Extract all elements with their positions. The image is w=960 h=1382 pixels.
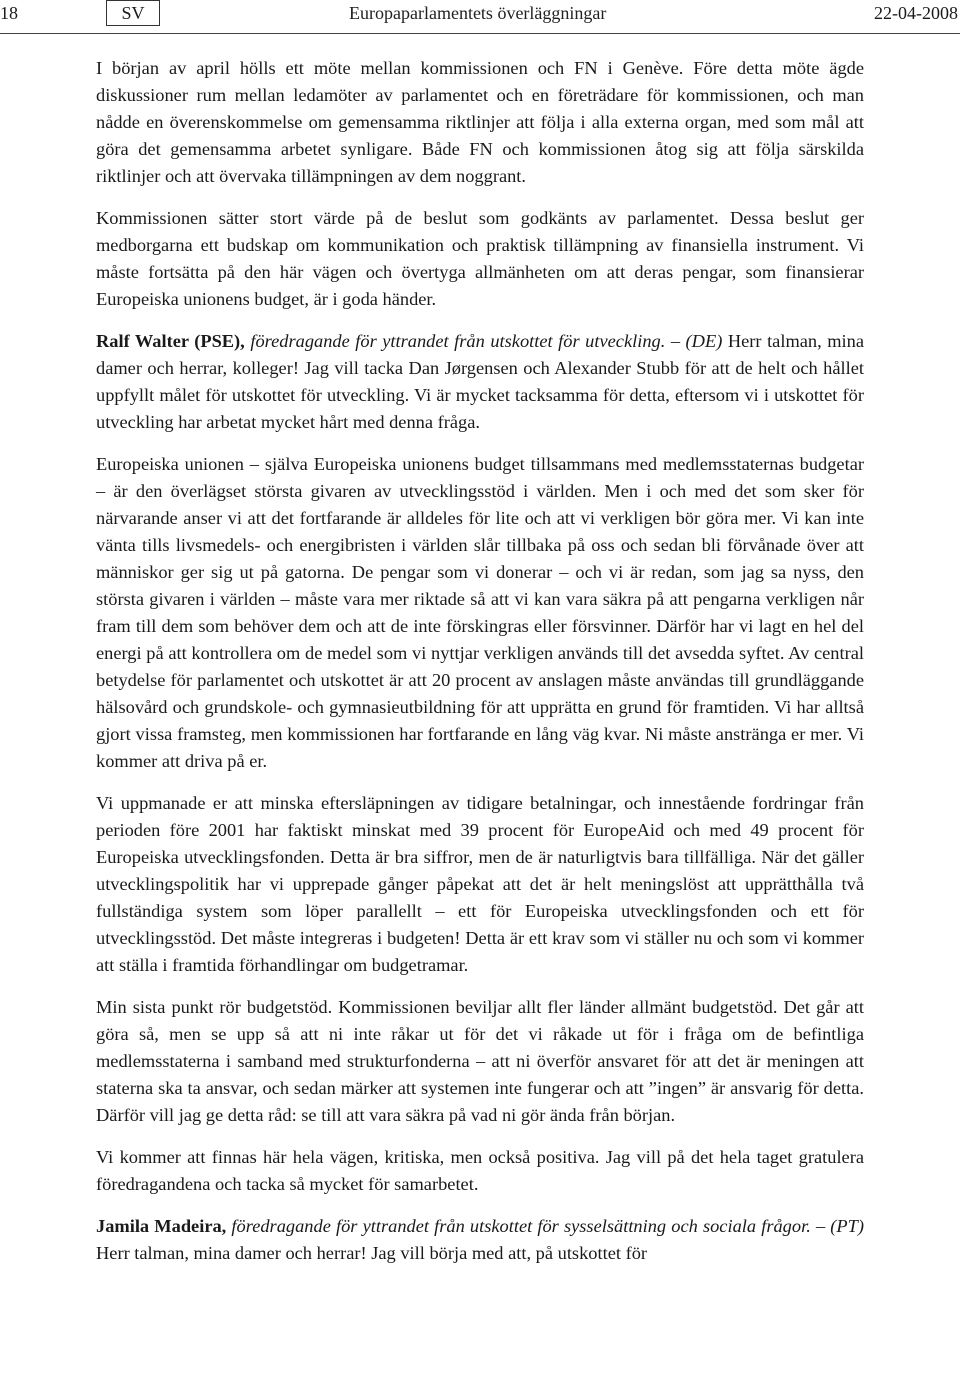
paragraph-text: Vi uppmanade er att minska eftersläpningen av tidigare betalningar, och innestående fordringar från perioden före 2001 har faktiskt minskat med 39 procent för EuropeAid och med 49 procent för Europeiska utvecklingsfonden. Detta är bra siffror, men de är naturligtvis bara tillfälliga. När det gäller utvecklingspolitik har vi upprepade gånger påpekat att det är helt meningslöst att upprätthålla två fullständiga system som löper parallellt – ett för Europeiska utvecklingsfonden och ett för utvecklingsstöd. Det måste integreras i budgeten! Detta är ett krav som vi ställer nu och som vi kommer att ställa i framtida förhandlingar om budgetramar. <box>96 793 864 975</box>
speaker-name: Jamila Madeira, <box>96 1216 227 1236</box>
paragraph-text: I början av april hölls ett möte mellan kommissionen och FN i Genève. Före detta möte ägde diskussioner rum mellan ledamöter av parlamentet och en företrädare för kommissionen, och man nådde en överenskommelse om gemensamma riktlinjer att följa i alla externa organ, med som mål att göra det gemensamma arbetet synligare. Både FN och kommissionen åtog sig att följa särskilda riktlinjer och att övervaka tillämpningen av dem noggrant. <box>96 58 864 186</box>
paragraph <box>96 790 864 979</box>
paragraph <box>96 451 864 775</box>
speech-paragraph <box>96 328 864 436</box>
page-header <box>0 0 960 30</box>
page-number: 18 <box>0 3 18 23</box>
speech-paragraph <box>96 1213 864 1267</box>
speaker-role: föredragande för yttrandet från utskottet för utveckling. <box>250 331 666 351</box>
document-date: 22-04-2008 <box>874 3 958 23</box>
paragraph-text: Vi kommer att finnas här hela vägen, kritiska, men också positiva. Jag vill på det hela taget gratulera föredragandena och tacka så mycket för samarbetet. <box>96 1147 864 1194</box>
paragraph-text: Herr talman, mina damer och herrar, kolleger! Jag vill tacka Dan Jørgensen och Alexander Stubb för att de helt och hållet uppfyllt målet för utskottet för utveckling. Vi är mycket tacksamma för detta, eftersom vi i utskottet för utveckling har arbetat mycket hårt med denna fråga. <box>96 331 864 432</box>
paragraph-text: Kommissionen sätter stort värde på de beslut som godkänts av parlamentet. Dessa beslut ger medborgarna ett budskap om kommunikation och praktisk tillämpning av finansiella instrument. Vi måste fortsätta på den här vägen och övertyga allmänheten om att deras pengar, som finansierar Europeiska unionens budget, är i goda händer. <box>96 208 864 309</box>
header-divider <box>0 33 960 34</box>
document-body <box>96 55 864 1282</box>
paragraph-text: Min sista punkt rör budgetstöd. Kommissionen beviljar allt fler länder allmänt budgetstöd. Det går att göra så, men se upp så att ni inte råkar ut för det vi råkade ut för i fråga om de befintliga medlemsstaterna i samband med strukturfonderna – att ni överför ansvaret för att det är meningen att staterna ska ta ansvar, och sedan märker att systemen inte fungerar och att ”ingen” är ansvarig för detta. Därför vill jag ge detta råd: se till att vara säkra på vad ni gör ända från början. <box>96 997 864 1125</box>
speaker-name: Ralf Walter (PSE), <box>96 331 245 351</box>
paragraph-text: Europeiska unionen – själva Europeiska unionens budget tillsammans med medlemsstaternas budgetar – är den överlägset största givaren av utvecklingsstöd i världen. Men i och med det som sker för närvarande anser vi att det fortfarande är alldeles för lite och att vi verkligen bör göra mer. Vi kan inte vänta tills livsmedels- och energibristen i världen slår tillbaka på oss och sedan bli förvånade över att människor ger sig ut på gatorna. De pengar som vi donerar – och vi är redan, som jag sa nyss, den största givaren i världen – måste vara mer riktade så att vi kan vara säkra på att pengarna verkligen når fram till dem som behöver dem och att de inte förskingras eller försvinner. Därför har vi lagt en hel del energi på att kontrollera om de medel som vi nyttjar verkligen används till det avsedda syftet. Av central betydelse för parlamentet och utskottet är att 20 procent av anslagen måste användas till grundläggande hälsovård och grundskole- och gymnasieutbildning för att upprätta en grund för framtiden. Vi har alltså gjort vissa framsteg, men kommissionen har fortfarande en lång väg kvar. Ni måste anstränga er mer. Vi kommer att driva på er. <box>96 454 864 771</box>
paragraph <box>96 994 864 1129</box>
document-title: Europaparlamentets överläggningar <box>349 3 607 23</box>
paragraph <box>96 55 864 190</box>
language-code-box: SV <box>106 0 160 26</box>
paragraph <box>96 205 864 313</box>
speech-language: – (PT) <box>815 1216 864 1236</box>
speaker-role: föredragande för yttrandet från utskottet för sysselsättning och sociala frågor. <box>231 1216 811 1236</box>
paragraph-text: Herr talman, mina damer och herrar! Jag vill börja med att, på utskottet för <box>96 1243 648 1263</box>
paragraph <box>96 1144 864 1198</box>
speech-language: – (DE) <box>670 331 723 351</box>
